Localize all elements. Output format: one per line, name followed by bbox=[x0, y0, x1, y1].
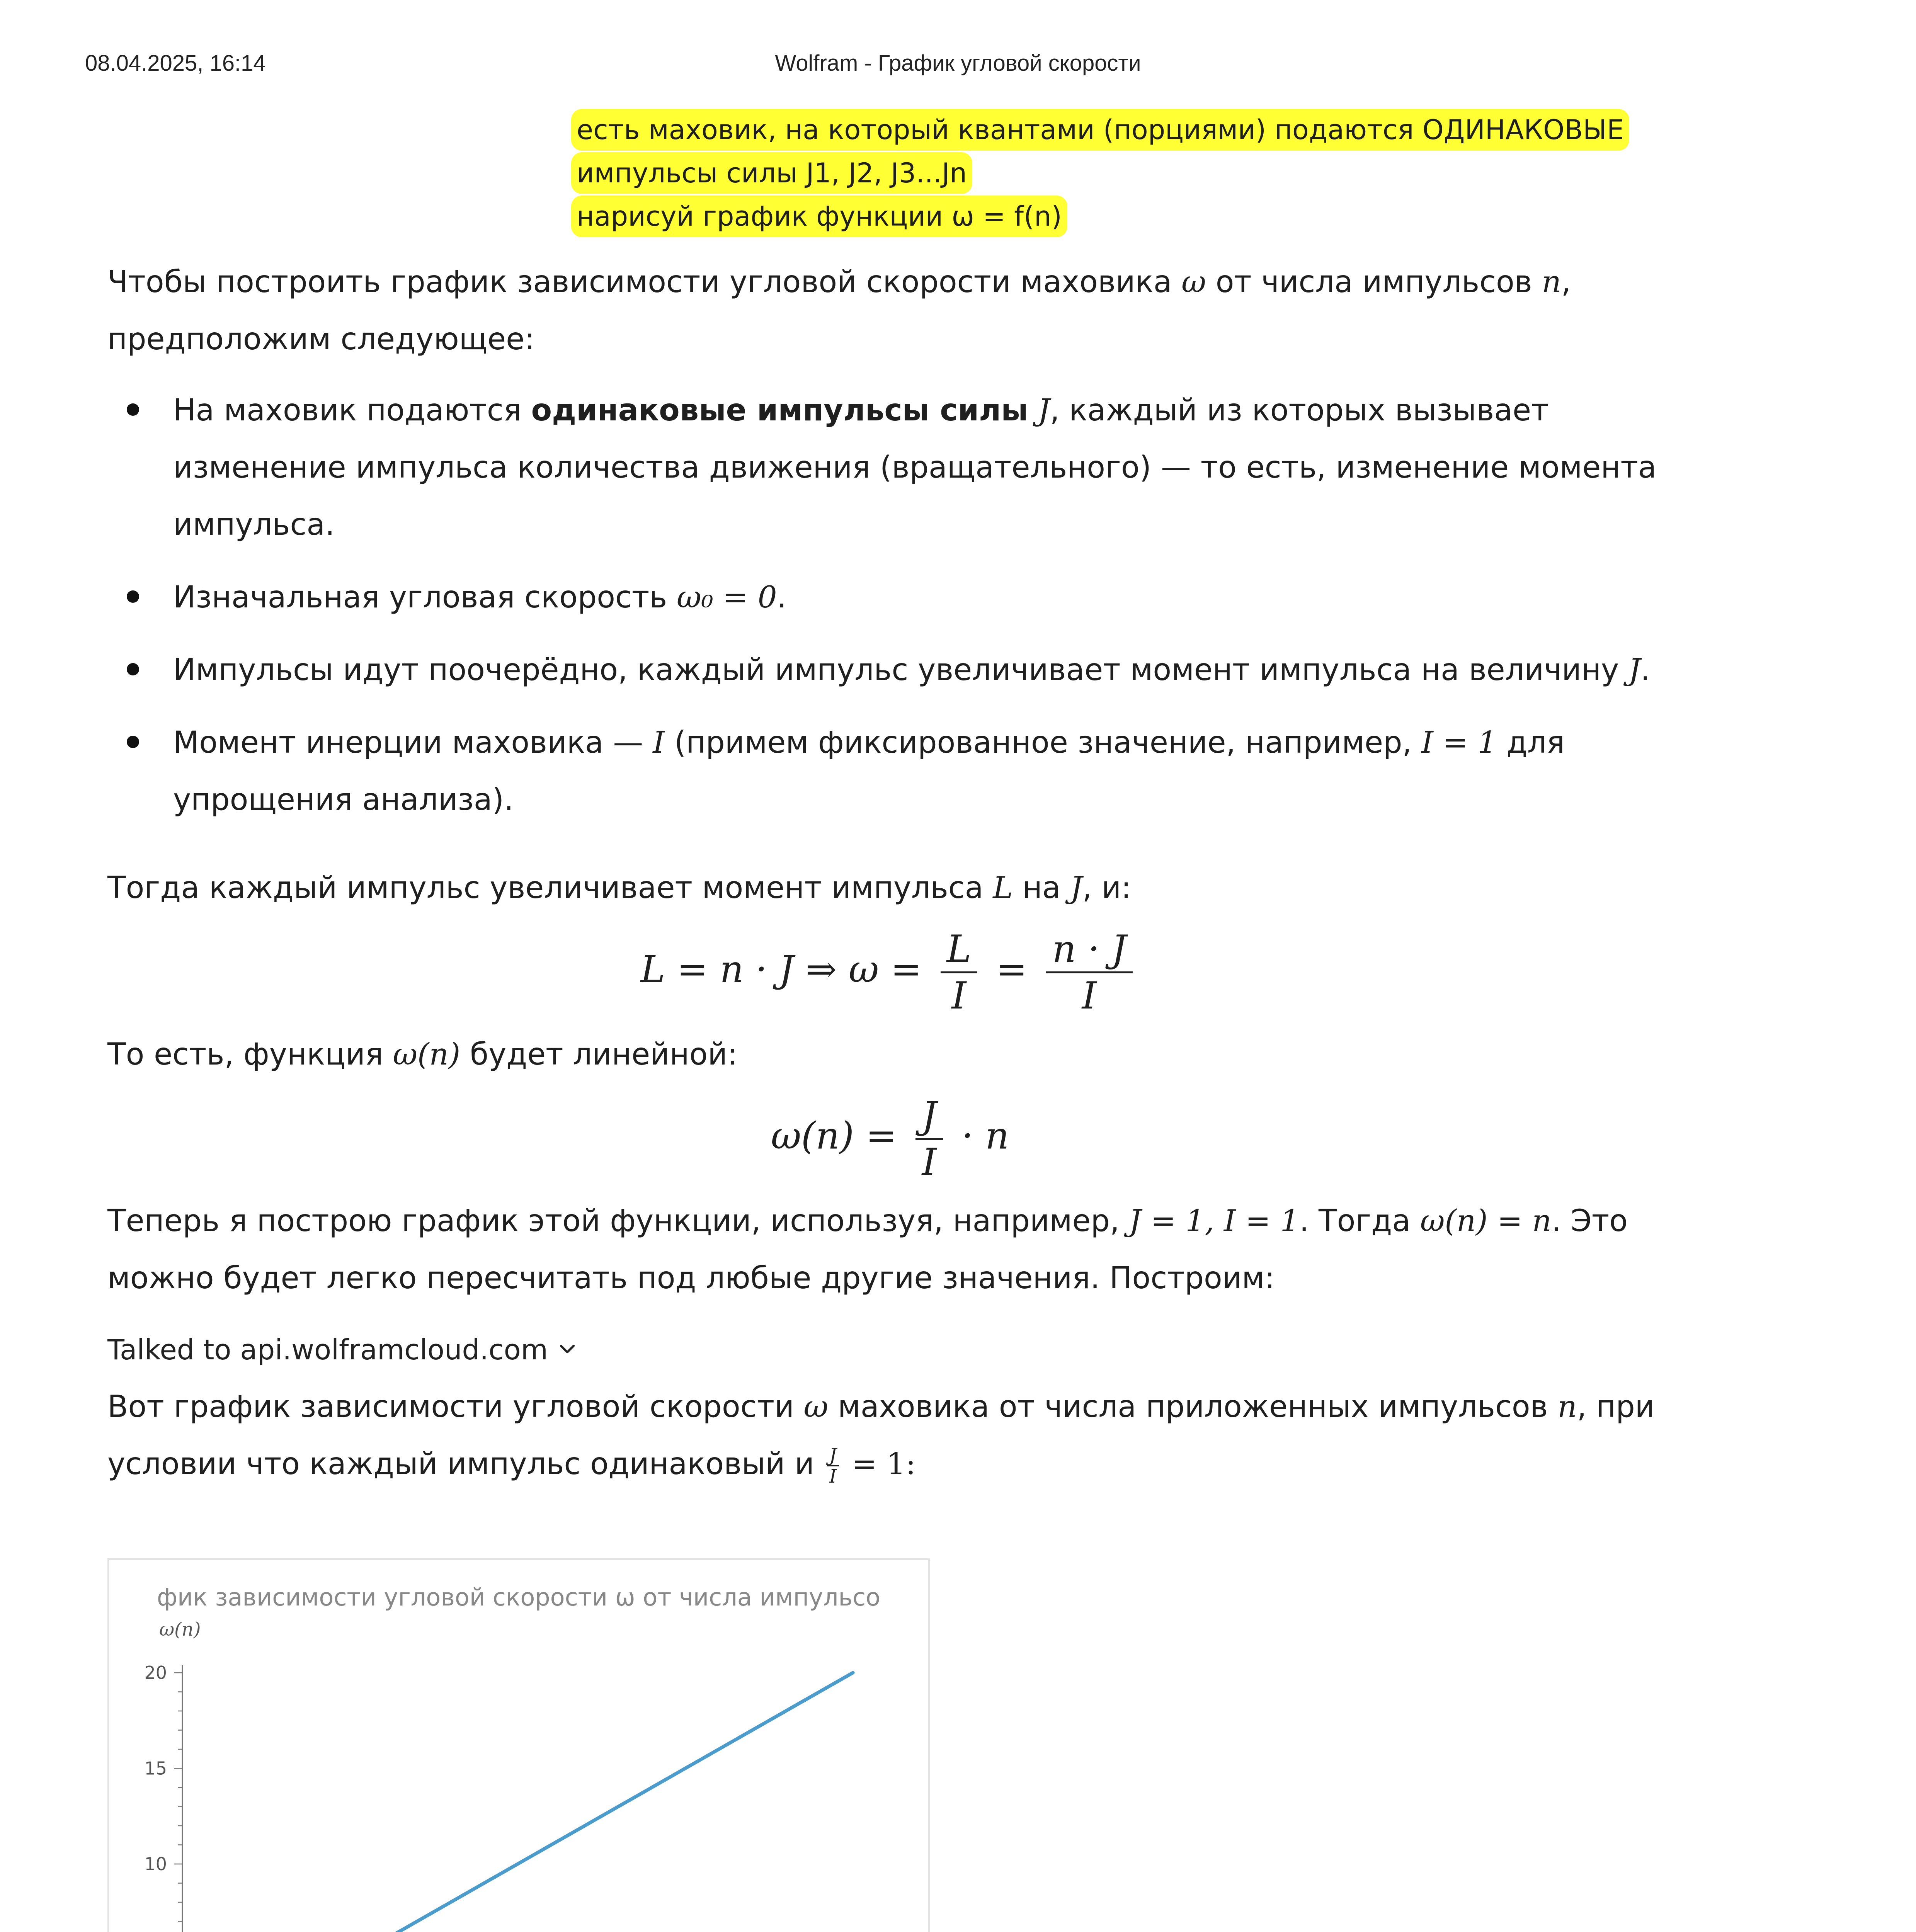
list-item bbox=[107, 641, 1673, 699]
text: . Это можно будет легко пересчитать под любые другие значения. Построим: bbox=[107, 1204, 1628, 1296]
tool-call-toggle[interactable] bbox=[107, 1321, 578, 1378]
text: = 1: bbox=[842, 1447, 916, 1481]
formula-text: L = n · J ⇒ ω = bbox=[640, 947, 922, 991]
now-paragraph bbox=[107, 1192, 1673, 1307]
user-message-line: нарисуй график функции ω = f(n) bbox=[571, 196, 1067, 237]
text: Вот график зависимости угловой скорости bbox=[107, 1389, 804, 1424]
list-item bbox=[107, 382, 1673, 553]
denominator: I bbox=[829, 1466, 837, 1488]
math-omega: ω bbox=[803, 1389, 829, 1424]
y-tick-label: 20 bbox=[144, 1662, 167, 1683]
formula-omega-linear bbox=[107, 1094, 1673, 1184]
y-axis-label: ω(n) bbox=[159, 1619, 201, 1640]
text: , каждый из которых вызывает изменение импульса количества движения (вращательного) — то есть, изменение момента импульса. bbox=[173, 393, 1657, 542]
math-omega: ω bbox=[1181, 265, 1206, 299]
text: (примем фиксированное значение, например, bbox=[665, 725, 1422, 760]
chart-series bbox=[182, 1673, 853, 1932]
result-paragraph bbox=[107, 1378, 1673, 1493]
page-header bbox=[85, 50, 1831, 81]
math-omega-n-eq: ω(n) = n bbox=[1420, 1204, 1552, 1238]
y-tick-label: 10 bbox=[144, 1854, 167, 1874]
text: Момент инерции маховика — bbox=[173, 725, 653, 760]
numerator: J bbox=[915, 1097, 943, 1140]
chart-canvas bbox=[109, 1560, 928, 1932]
intro-paragraph bbox=[107, 253, 1673, 368]
assistant-message bbox=[107, 253, 1673, 1932]
tool-call-label: Talked to api.wolframcloud.com bbox=[107, 1333, 548, 1366]
chevron-down-icon bbox=[556, 1321, 578, 1378]
text: Теперь я построю график этой функции, используя, например, bbox=[107, 1204, 1129, 1238]
text: , bbox=[1561, 265, 1571, 299]
denominator: I bbox=[951, 974, 967, 1017]
user-message-line: импульсы силы J1, J2, J3...Jn bbox=[571, 152, 972, 194]
numerator: J bbox=[827, 1445, 839, 1466]
assumptions-list bbox=[107, 382, 1673, 828]
user-message bbox=[571, 108, 1673, 238]
chart-ticks bbox=[144, 1662, 864, 1932]
text: от числа импульсов bbox=[1206, 265, 1542, 299]
text: То есть, функция bbox=[107, 1037, 393, 1072]
list-item bbox=[107, 714, 1673, 828]
math-omega-n: ω(n) bbox=[393, 1037, 461, 1072]
math-J: J bbox=[1628, 653, 1641, 687]
omega-chart bbox=[107, 1558, 930, 1932]
fraction bbox=[827, 1445, 839, 1486]
y-tick-label: 15 bbox=[144, 1758, 167, 1779]
math-J: J bbox=[1028, 393, 1050, 428]
formula-text: = bbox=[996, 947, 1028, 991]
math-values: J = 1, I = 1 bbox=[1129, 1204, 1300, 1238]
text: Чтобы построить график зависимости угловой скорости маховика bbox=[107, 265, 1182, 299]
text: , и: bbox=[1082, 871, 1132, 905]
text: На маховик подаются bbox=[173, 393, 531, 428]
chart-title: фик зависимости угловой скорости ω от числа импульсо bbox=[157, 1583, 881, 1611]
formula-omega-derivation bbox=[107, 927, 1673, 1017]
formula-text: · n bbox=[961, 1114, 1009, 1158]
math-J: J bbox=[1070, 871, 1082, 905]
fraction bbox=[941, 927, 978, 1017]
text: . Тогда bbox=[1299, 1204, 1420, 1238]
list-item bbox=[107, 569, 1673, 626]
series-line bbox=[182, 1673, 853, 1932]
then-paragraph bbox=[107, 859, 1673, 917]
text: Импульсы идут поочерёдно, каждый импульс увеличивает момент импульса на величину bbox=[173, 653, 1628, 687]
denominator: I bbox=[1082, 974, 1097, 1017]
fraction bbox=[915, 1094, 943, 1184]
denominator: I bbox=[922, 1141, 937, 1184]
math-n: n bbox=[1557, 1389, 1577, 1424]
linear-paragraph bbox=[107, 1026, 1673, 1083]
print-datetime: 08.04.2025, 16:14 bbox=[85, 51, 266, 76]
text: для упрощения анализа). bbox=[173, 725, 1565, 817]
text: Изначальная угловая скорость bbox=[173, 580, 677, 615]
text: на bbox=[1013, 871, 1070, 905]
text: предположим следующее: bbox=[107, 322, 535, 357]
conversation bbox=[107, 108, 1673, 1932]
formula-text: ω(n) = bbox=[771, 1114, 897, 1158]
bold-text: одинаковые импульсы силы bbox=[531, 393, 1028, 428]
page-title: Wolfram - График угловой скорости bbox=[775, 51, 1141, 76]
numerator: n · J bbox=[1046, 930, 1133, 973]
text: . bbox=[777, 580, 787, 615]
text: . bbox=[1640, 653, 1651, 687]
fraction bbox=[1046, 927, 1133, 1017]
chart-axes bbox=[182, 1665, 872, 1932]
math-I: I bbox=[653, 725, 665, 760]
text: маховика от числа приложенных импульсов bbox=[828, 1389, 1558, 1424]
math-n: n bbox=[1542, 265, 1561, 299]
user-message-line: есть маховик, на который квантами (порциями) подаются ОДИНАКОВЫЕ bbox=[571, 109, 1629, 151]
text: Тогда каждый импульс увеличивает момент импульса bbox=[107, 871, 993, 905]
math-I-eq: I = 1 bbox=[1421, 725, 1497, 760]
text: , при условии что каждый импульс одинаковый и bbox=[107, 1389, 1655, 1481]
text: будет линейной: bbox=[460, 1037, 738, 1072]
numerator: L bbox=[941, 930, 978, 973]
math-L: L bbox=[993, 871, 1013, 905]
math-omega0: ω₀ = 0 bbox=[677, 580, 777, 615]
